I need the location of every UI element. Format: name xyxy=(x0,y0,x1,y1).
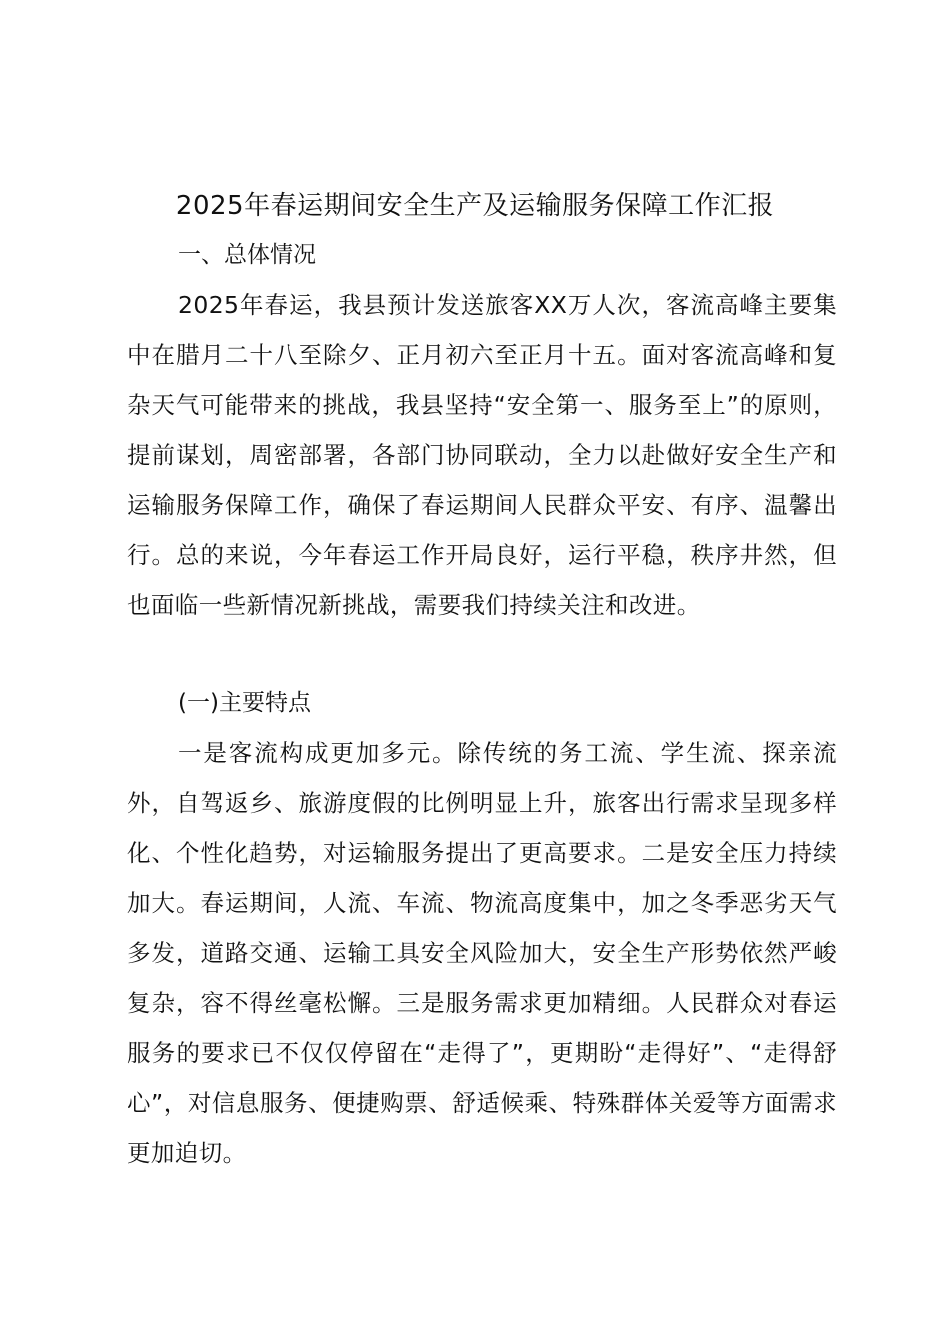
paragraph-overview: 2025年春运，我县预计发送旅客XX万人次，客流高峰主要集中在腊月二十八至除夕、正月初六至正月十五。面对客流高峰和复杂天气可能带来的挑战，我县坚持“安全第一、服务至上”的原则，提前谋划，周密部署，各部门协同联动，全力以赴做好安全生产和运输服务保障工作，确保了春运期间人民群众平安、有序、温馨出行。总的来说，今年春运工作开局良好，运行平稳，秩序井然，但也面临一些新情况新挑战，需要我们持续关注和改进。 xyxy=(127,291,837,619)
subsection-heading-features: (一)主要特点 xyxy=(178,690,311,716)
section-heading-overview: 一、总体情况 xyxy=(178,242,316,268)
document-title: 2025年春运期间安全生产及运输服务保障工作汇报 xyxy=(175,191,775,221)
paragraph-features: 一是客流构成更加多元。除传统的务工流、学生流、探亲流外，自驾返乡、旅游度假的比例明显上升，旅客出行需求呈现多样化、个性化趋势，对运输服务提出了更高要求。二是安全压力持续加大。春运期间，人流、车流、物流高度集中，加之冬季恶劣天气多发，道路交通、运输工具安全风险加大，安全生产形势依然严峻复杂，容不得丝毫松懈。三是服务需求更加精细。人民群众对春运服务的要求已不仅仅停留在“走得了”，更期盼“走得好”、“走得舒心”，对信息服务、便捷购票、舒适候乘、特殊群体关爱等方面需求更加迫切。 xyxy=(127,739,837,1167)
